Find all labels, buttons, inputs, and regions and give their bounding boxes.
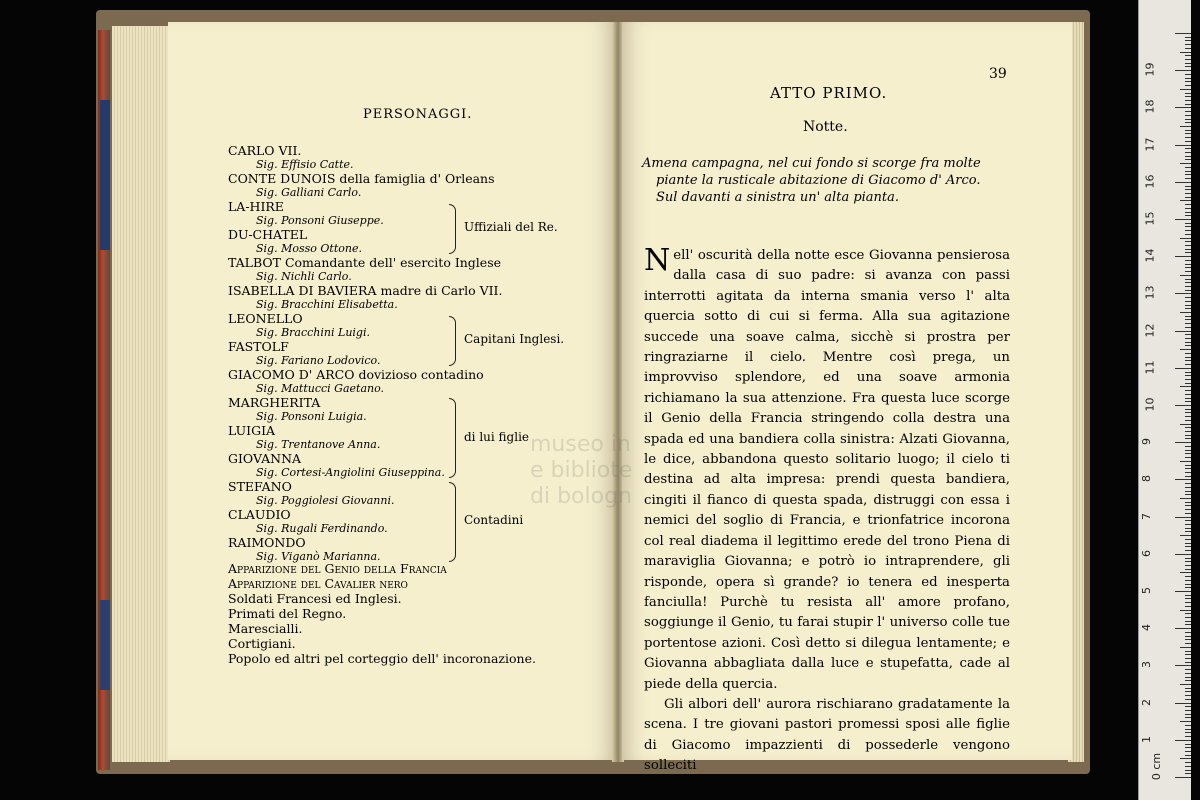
ruler-tick	[1185, 595, 1191, 596]
ruler-tick	[1185, 44, 1191, 45]
ruler-tick	[1175, 740, 1191, 741]
scene-time: Notte.	[803, 119, 848, 135]
ruler-tick	[1180, 163, 1191, 164]
ruler-tick	[1185, 334, 1191, 335]
ruler-number: 15	[1143, 211, 1157, 226]
ruler-tick	[1185, 130, 1191, 131]
ruler-tick	[1175, 777, 1191, 778]
group-label-contadini: Contadini	[464, 513, 524, 527]
ruler-tick	[1185, 193, 1191, 194]
group-label-capitani: Capitani Inglesi.	[464, 332, 565, 346]
ruler-unit: 0 cm	[1150, 752, 1164, 781]
ruler-number: 10	[1143, 397, 1157, 412]
ruler-tick	[1185, 546, 1191, 547]
ruler-tick	[1180, 312, 1191, 313]
ruler-number: 3	[1140, 661, 1153, 669]
ruler-tick	[1185, 81, 1191, 82]
ruler-number: 7	[1140, 512, 1153, 520]
ruler-tick	[1185, 234, 1191, 235]
ruler-tick	[1185, 360, 1191, 361]
ruler-number: 11	[1143, 360, 1157, 375]
ruler-tick	[1185, 230, 1191, 231]
ruler-tick	[1185, 327, 1191, 328]
cast-extra: Apparizione del Cavalier nero	[228, 576, 408, 591]
ruler-tick	[1185, 621, 1191, 622]
cast-actor: Sig. Fariano Lodovico.	[256, 354, 381, 367]
ruler-tick	[1185, 446, 1191, 447]
ruler-tick	[1185, 301, 1191, 302]
ruler-tick	[1175, 405, 1191, 406]
ruler-tick	[1185, 520, 1191, 521]
ruler-tick	[1185, 528, 1191, 529]
ruler-tick	[1185, 308, 1191, 309]
cast-extra: Cortigiani.	[228, 636, 296, 651]
ruler-tick	[1185, 223, 1191, 224]
paragraph-text: ell' oscurità della notte esce Giovanna pensierosa dalla casa di suo padre: si avanza con passi interrotti agitata da interna smania verso l' alta quercia sotto di cui si ferma. Alla sua agitazione succede una soave calma, sicchè si prostra per ringraziarne il cielo. Mentre così prega, un improvviso splendore, ed una soave armonia richiamano la sua attenzione. Fra questa luce scorge il Genio della Francia stringendo colla destra una spada ed una bandiera colla sinistra: Alzati Giovanna, le dice, abbandona questo solitario luogo; il cielo ti destina ad alta impresa: prendi questa bandiera, cingiti il fianco di questa spada, distruggi con essa i nemici del soglio di Francia, e trionfatrice incorona col real diadema il legittimo erede del trono Piena di maraviglia Giovanna; e potrò io intraprendere, gli risponde, opera sì grande? io tenera ed inesperta fanciulla! Purchè tu resista all' amore profano, soggiunge il Genio, tu farai stupir l' universo colle tue portentose azioni. Così detto si dilegua lentamente; e Giovanna abbagliata dalla luce e stupefatta, cade al piede della quercia.	[644, 248, 1010, 692]
ruler-tick	[1185, 472, 1191, 473]
cast-role: STEFANO	[228, 479, 292, 494]
ruler-tick	[1185, 412, 1191, 413]
ruler-tick	[1175, 517, 1191, 518]
ruler-tick	[1175, 33, 1191, 34]
ruler-tick	[1185, 260, 1191, 261]
ruler-tick	[1180, 721, 1191, 722]
ruler-number: 14	[1143, 248, 1157, 263]
ruler-tick	[1185, 465, 1191, 466]
ruler-tick	[1185, 93, 1191, 94]
ruler-tick	[1185, 282, 1191, 283]
watermark-text: di bologn	[530, 484, 632, 509]
watermark-text: e bibliote	[530, 458, 633, 483]
ruler-tick	[1175, 368, 1191, 369]
ruler-tick	[1185, 543, 1191, 544]
ruler-tick	[1185, 673, 1191, 674]
ruler-tick	[1175, 107, 1191, 108]
paragraph: Gli albori dell' aurora rischiarano gradatamente la scena. I tre giovani pastori promessi sposi alle figlie di Giacomo impazzienti di possederle vengono solleciti	[644, 696, 1010, 774]
ruler-tick	[1185, 509, 1191, 510]
ruler-tick	[1185, 658, 1191, 659]
cast-role: FASTOLF	[228, 339, 289, 354]
cast-extra: Soldati Francesi ed Inglesi.	[228, 591, 402, 606]
ruler-tick	[1185, 100, 1191, 101]
cast-role: CARLO VII.	[228, 143, 302, 158]
ruler-tick	[1185, 699, 1191, 700]
ruler-tick	[1185, 680, 1191, 681]
ruler-tick	[1185, 111, 1191, 112]
cast-actor: Sig. Bracchini Elisabetta.	[256, 298, 398, 311]
ruler-tick	[1180, 498, 1191, 499]
ruler-tick	[1185, 487, 1191, 488]
group-brace	[449, 204, 456, 254]
ruler-tick	[1185, 565, 1191, 566]
ruler-tick	[1175, 219, 1191, 220]
ruler-tick	[1185, 156, 1191, 157]
ruler-tick	[1185, 409, 1191, 410]
group-label-ufficiali: Uffiziali del Re.	[464, 220, 558, 234]
cast-role: TALBOT Comandante dell' esercito Inglese	[228, 255, 502, 270]
ruler-number: 2	[1140, 698, 1153, 706]
ruler-tick	[1185, 450, 1191, 451]
ruler-tick	[1180, 535, 1191, 536]
ruler-tick	[1185, 85, 1191, 86]
ruler-tick	[1180, 349, 1191, 350]
ruler-tick	[1175, 554, 1191, 555]
ruler-tick	[1180, 461, 1191, 462]
ruler-tick	[1185, 561, 1191, 562]
ruler-tick	[1185, 576, 1191, 577]
ruler-tick	[1185, 152, 1191, 153]
ruler-tick	[1185, 159, 1191, 160]
ruler-tick	[1185, 40, 1191, 41]
ruler-tick	[1185, 115, 1191, 116]
ruler-tick	[1180, 89, 1191, 90]
ruler-number: 19	[1143, 62, 1157, 77]
ruler-tick	[1185, 148, 1191, 149]
ruler-tick	[1185, 747, 1191, 748]
cast-actor: Sig. Rugali Ferdinando.	[256, 522, 388, 535]
ruler-tick	[1185, 394, 1191, 395]
ruler-tick	[1185, 710, 1191, 711]
ruler-tick	[1185, 63, 1191, 64]
ruler-tick	[1185, 531, 1191, 532]
ruler-tick	[1185, 174, 1191, 175]
cast-role: LA-HIRE	[228, 199, 284, 214]
cast-role: RAIMONDO	[228, 535, 306, 550]
ruler-tick	[1175, 256, 1191, 257]
ruler-tick	[1185, 245, 1191, 246]
paragraph	[644, 243, 1010, 695]
cast-actor: Sig. Ponsoni Giuseppe.	[256, 214, 384, 227]
ruler-tick	[1180, 684, 1191, 685]
cast-extra: Apparizione del Genio della Francia	[228, 561, 447, 576]
ruler-tick	[1185, 104, 1191, 105]
ruler-tick	[1185, 137, 1191, 138]
ruler-tick	[1180, 386, 1191, 387]
ruler-tick	[1185, 141, 1191, 142]
cast-role: CONTE DUNOIS della famiglia d' Orleans	[228, 171, 495, 186]
ruler-tick	[1185, 390, 1191, 391]
ruler-tick	[1185, 55, 1191, 56]
ruler-tick	[1185, 457, 1191, 458]
stage-direction: Sul davanti a sinistra un' alta pianta.	[656, 190, 900, 205]
ruler-tick	[1185, 677, 1191, 678]
ruler-tick	[1185, 494, 1191, 495]
cast-actor: Sig. Mattucci Gaetano.	[256, 382, 385, 395]
ruler-tick	[1185, 319, 1191, 320]
ruler-tick	[1185, 78, 1191, 79]
ruler-tick	[1185, 714, 1191, 715]
group-brace	[449, 398, 456, 478]
ruler-tick	[1180, 424, 1191, 425]
cast-role: CLAUDIO	[228, 507, 291, 522]
ruler-tick	[1185, 624, 1191, 625]
ruler-tick	[1185, 736, 1191, 737]
ruler-tick	[1185, 688, 1191, 689]
ruler-tick	[1185, 435, 1191, 436]
cast-extra: Popolo ed altri pel corteggio dell' incoronazione.	[228, 651, 536, 666]
ruler-number: 17	[1143, 137, 1157, 152]
ruler-tick	[1185, 725, 1191, 726]
stage-direction: Amena campagna, nel cui fondo si scorge fra molte	[642, 156, 981, 171]
ruler-tick	[1180, 610, 1191, 611]
ruler-tick	[1180, 758, 1191, 759]
ruler-tick	[1185, 122, 1191, 123]
ruler-tick	[1185, 636, 1191, 637]
ruler-tick	[1185, 252, 1191, 253]
ruler-tick	[1185, 632, 1191, 633]
act-title: ATTO PRIMO.	[770, 84, 888, 102]
ruler-tick	[1185, 513, 1191, 514]
ruler-tick	[1185, 226, 1191, 227]
ruler-tick	[1185, 416, 1191, 417]
ruler-tick	[1185, 208, 1191, 209]
ruler-tick	[1175, 703, 1191, 704]
book-edge-patch	[100, 600, 110, 690]
ruler-number: 6	[1140, 549, 1153, 557]
ruler-tick	[1185, 524, 1191, 525]
ruler-tick	[1175, 70, 1191, 71]
cast-actor: Sig. Ponsoni Luigia.	[256, 410, 367, 423]
ruler-tick	[1185, 189, 1191, 190]
cast-actor: Sig. Nichli Carlo.	[256, 270, 352, 283]
ruler-tick	[1185, 558, 1191, 559]
ruler-tick	[1185, 286, 1191, 287]
cast-actor: Sig. Mosso Ottone.	[256, 242, 362, 255]
ruler-tick	[1175, 442, 1191, 443]
ruler-tick	[1185, 264, 1191, 265]
ruler-tick	[1175, 591, 1191, 592]
ruler-tick	[1180, 238, 1191, 239]
ruler-tick	[1180, 647, 1191, 648]
ruler-tick	[1185, 241, 1191, 242]
ruler-tick	[1185, 197, 1191, 198]
ruler-tick	[1185, 178, 1191, 179]
ruler-tick	[1185, 502, 1191, 503]
ruler-tick	[1185, 305, 1191, 306]
ruler-tick	[1185, 643, 1191, 644]
ruler-tick	[1185, 398, 1191, 399]
narrative-text	[644, 243, 1010, 777]
page-number: 39	[989, 66, 1007, 82]
ruler-number: 8	[1140, 475, 1153, 483]
drop-cap: N	[644, 243, 671, 278]
cast-role: GIOVANNA	[228, 451, 302, 466]
ruler-tick	[1180, 126, 1191, 127]
ruler-number: 4	[1140, 624, 1153, 632]
cast-role: MARGHERITA	[228, 395, 321, 410]
ruler-tick	[1185, 766, 1191, 767]
cast-role: LUIGIA	[228, 423, 276, 438]
ruler-tick	[1185, 215, 1191, 216]
cast-list-title: PERSONAGGI.	[363, 107, 473, 122]
ruler-number: 9	[1140, 438, 1153, 446]
ruler-tick	[1185, 96, 1191, 97]
cast-role: ISABELLA DI BAVIERA madre di Carlo VII.	[228, 283, 503, 298]
ruler-tick	[1185, 186, 1191, 187]
ruler-tick	[1185, 204, 1191, 205]
ruler-tick	[1185, 167, 1191, 168]
ruler-tick	[1185, 372, 1191, 373]
ruler-tick	[1185, 297, 1191, 298]
ruler-tick	[1185, 691, 1191, 692]
ruler-tick	[1185, 431, 1191, 432]
ruler-tick	[1185, 654, 1191, 655]
ruler-tick	[1185, 584, 1191, 585]
ruler-tick	[1185, 267, 1191, 268]
ruler-tick	[1185, 539, 1191, 540]
ruler-tick	[1185, 271, 1191, 272]
stage-direction: piante la rusticale abitazione di Giacomo d' Arco.	[656, 173, 981, 188]
ruler-tick	[1185, 279, 1191, 280]
ruler-tick	[1185, 613, 1191, 614]
cast-actor: Sig. Poggiolesi Giovanni.	[256, 494, 395, 507]
ruler-tick	[1185, 427, 1191, 428]
ruler-tick	[1185, 383, 1191, 384]
page-stack-left	[112, 26, 170, 762]
cast-role: GIACOMO D' ARCO dovizioso contadino	[228, 367, 484, 382]
ruler-tick	[1185, 476, 1191, 477]
ruler-tick	[1185, 379, 1191, 380]
group-brace	[449, 482, 456, 562]
ruler-tick	[1175, 293, 1191, 294]
ruler-tick	[1185, 729, 1191, 730]
group-brace	[449, 316, 456, 366]
ruler-tick	[1185, 119, 1191, 120]
cast-actor: Sig. Bracchini Luigi.	[256, 326, 370, 339]
ruler-tick	[1185, 375, 1191, 376]
cast-actor: Sig. Cortesi-Angiolini Giuseppina.	[256, 466, 445, 479]
ruler-tick	[1185, 357, 1191, 358]
ruler-tick	[1175, 331, 1191, 332]
ruler-tick	[1185, 587, 1191, 588]
ruler-tick	[1185, 48, 1191, 49]
ruler-tick	[1185, 580, 1191, 581]
cast-extra: Marescialli.	[228, 621, 303, 636]
cast-extra: Primati del Regno.	[228, 606, 347, 621]
ruler-tick	[1185, 171, 1191, 172]
ruler-tick	[1175, 479, 1191, 480]
ruler-tick	[1185, 316, 1191, 317]
ruler-tick	[1185, 438, 1191, 439]
ruler-number: 13	[1143, 285, 1157, 300]
ruler-number: 18	[1143, 99, 1157, 114]
ruler-tick	[1185, 639, 1191, 640]
ruler-tick	[1185, 569, 1191, 570]
ruler-tick	[1185, 602, 1191, 603]
ruler-tick	[1185, 290, 1191, 291]
ruler-tick	[1185, 773, 1191, 774]
ruler-tick	[1185, 401, 1191, 402]
cast-role: LEONELLO	[228, 311, 303, 326]
ruler-tick	[1185, 755, 1191, 756]
ruler-tick	[1185, 751, 1191, 752]
group-label-figlie: di lui figlie	[464, 430, 530, 444]
ruler-tick	[1185, 133, 1191, 134]
ruler-tick	[1175, 628, 1191, 629]
ruler-tick	[1180, 275, 1191, 276]
ruler-tick	[1175, 665, 1191, 666]
ruler-tick	[1185, 353, 1191, 354]
ruler-tick	[1185, 338, 1191, 339]
ruler-tick	[1185, 345, 1191, 346]
ruler-tick	[1180, 572, 1191, 573]
ruler-number: 16	[1143, 174, 1157, 189]
ruler-tick	[1185, 744, 1191, 745]
cast-actor: Sig. Effisio Catte.	[256, 158, 354, 171]
ruler-tick	[1185, 37, 1191, 38]
cast-actor: Sig. Galliani Carlo.	[256, 186, 362, 199]
ruler-tick	[1185, 491, 1191, 492]
ruler-tick	[1185, 323, 1191, 324]
ruler-tick	[1185, 483, 1191, 484]
ruler-tick	[1185, 212, 1191, 213]
ruler-tick	[1185, 74, 1191, 75]
ruler-tick	[1185, 249, 1191, 250]
ruler-number: 5	[1140, 587, 1153, 594]
cast-actor: Sig. Trentanove Anna.	[256, 438, 381, 451]
ruler-tick	[1185, 669, 1191, 670]
ruler-tick	[1180, 52, 1191, 53]
ruler-tick	[1185, 598, 1191, 599]
ruler-tick	[1185, 66, 1191, 67]
ruler-tick	[1185, 364, 1191, 365]
ruler-tick	[1175, 145, 1191, 146]
ruler-number: 1	[1140, 735, 1153, 743]
ruler-tick	[1185, 420, 1191, 421]
ruler-tick	[1185, 505, 1191, 506]
ruler-tick	[1185, 606, 1191, 607]
ruler-tick	[1185, 706, 1191, 707]
ruler-tick	[1180, 200, 1191, 201]
measurement-ruler	[1138, 0, 1191, 800]
ruler-tick	[1175, 182, 1191, 183]
ruler-number: 12	[1143, 323, 1157, 338]
ruler-tick	[1185, 770, 1191, 771]
ruler-tick	[1185, 762, 1191, 763]
ruler-tick	[1185, 695, 1191, 696]
cast-actor: Sig. Viganò Marianna.	[256, 550, 381, 563]
cast-role: DU-CHATEL	[228, 227, 308, 242]
ruler-tick	[1185, 662, 1191, 663]
ruler-tick	[1185, 342, 1191, 343]
ruler-tick	[1185, 651, 1191, 652]
ruler-tick	[1185, 717, 1191, 718]
ruler-tick	[1185, 617, 1191, 618]
watermark-text: museo in	[530, 432, 631, 457]
ruler-tick	[1185, 732, 1191, 733]
ruler-tick	[1185, 468, 1191, 469]
book-edge-patch	[100, 100, 110, 250]
ruler-tick	[1185, 59, 1191, 60]
ruler-tick	[1185, 550, 1191, 551]
ruler-tick	[1185, 453, 1191, 454]
